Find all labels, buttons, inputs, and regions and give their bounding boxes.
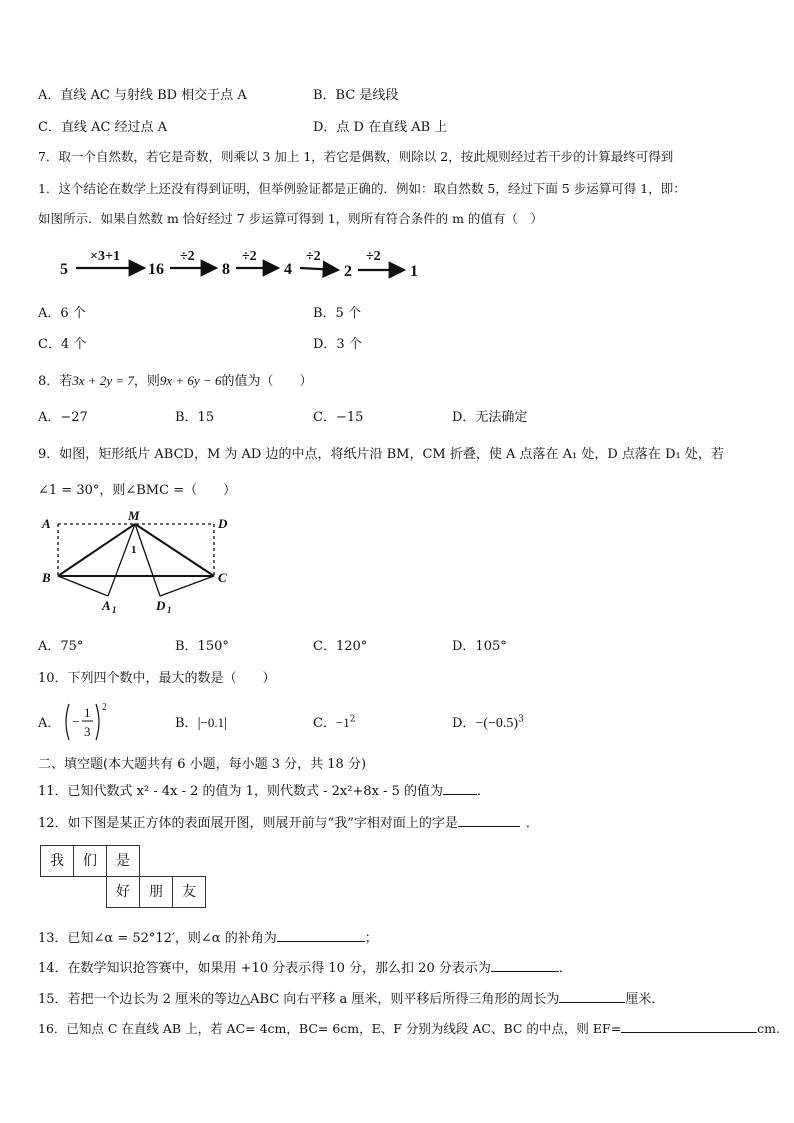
q12-answer-blank[interactable] xyxy=(458,814,520,827)
q8-equation: 3x + 2y = 7 xyxy=(72,373,134,388)
q11-answer-blank[interactable] xyxy=(443,782,477,795)
q10-option-d: D．$-(-0.5)^3$ xyxy=(452,714,524,731)
q16: 16．已知点 C 在直线 AB 上，若 AC= 4cm，BC= 6cm，E、F 分别为线段 AC、BC 的中点，则 EF= cm. xyxy=(38,1021,780,1036)
q10-option-a-math xyxy=(62,700,118,744)
chain-number: 4 xyxy=(284,261,292,278)
q8-expression: 9x + 6y − 6 xyxy=(159,373,222,388)
net-cell: 我 xyxy=(40,845,74,877)
svg-text:1: 1 xyxy=(84,705,91,720)
q7-line-2: 1．这个结论在数学上还没有得到证明，但举例验证都是正确的．例如：取自然数 5，经过下面 5 步运算可得 1，即： xyxy=(38,181,686,196)
q8-option-d: D．无法确定 xyxy=(452,410,528,425)
q16-answer-blank[interactable] xyxy=(621,1020,757,1033)
q9-option-b: B．150° xyxy=(175,639,229,654)
q7-line-1: 7．取一个自然数，若它是奇数，则乘以 3 加上 1，若它是偶数，则除以 2，按此规则经过若干步的计算最终可得到 xyxy=(38,149,674,164)
q7-option-d: D．3 个 xyxy=(313,337,362,352)
section-2-heading: 二、填空题(本大题共有 6 小题，每小题 3 分，共 18 分) xyxy=(38,757,367,772)
chain-number: 5 xyxy=(60,261,68,278)
chain-arrow xyxy=(300,268,338,270)
q8-stem: 8．若3x + 2y = 7，则9x + 6y − 6的值为（ ） xyxy=(38,373,313,389)
chain-number: 16 xyxy=(148,261,164,278)
chain-op: ÷2 xyxy=(242,249,257,264)
q9-option-d: D．105° xyxy=(452,639,507,654)
q7-option-b: B．5 个 xyxy=(313,306,361,321)
q11: 11．已知代数式 x² - 4x - 2 的值为 1，则代数式 - 2x²+8x - 5 的值为 ． xyxy=(38,784,490,799)
q9-option-a: A．75° xyxy=(38,639,84,654)
q6-option-a: A．直线 AC 与射线 BD 相交于点 A xyxy=(38,88,247,103)
label-m: M xyxy=(128,510,140,523)
svg-text:2: 2 xyxy=(102,702,107,713)
net-cell: 们 xyxy=(73,845,107,877)
q10-option-c: C．$-1^2$ xyxy=(313,714,356,731)
label-c: C xyxy=(218,570,227,585)
label-d: D xyxy=(218,516,228,531)
q8-option-c: C．−15 xyxy=(313,410,364,425)
q13-answer-blank[interactable] xyxy=(277,929,365,942)
svg-text:3: 3 xyxy=(84,724,91,739)
chain-op: ×3+1 xyxy=(90,249,120,264)
chain-number: 8 xyxy=(222,261,230,278)
q15-answer-blank[interactable] xyxy=(559,990,625,1003)
q8-option-b: B．15 xyxy=(175,410,215,425)
label-b: B xyxy=(42,570,51,585)
net-cell: 是 xyxy=(106,845,140,877)
q6-option-d: D．点 D 在直线 AB 上 xyxy=(313,120,448,135)
chain-op: ÷2 xyxy=(180,249,195,264)
label-d1-sub: 1 xyxy=(167,605,172,615)
chain-op: ÷2 xyxy=(306,249,321,264)
q9-option-c: C．120° xyxy=(313,639,368,654)
q7-line-3: 如图所示．如果自然数 m 恰好经过 7 步运算可得到 1，则所有符合条件的 m 的值有（ ） xyxy=(38,211,543,226)
chain-number: 2 xyxy=(344,263,352,280)
q6-option-b: B．BC 是线段 xyxy=(313,88,399,103)
label-d1: D xyxy=(156,598,166,613)
chain-op: ÷2 xyxy=(366,249,381,264)
q9-line-2: ∠1 = 30°，则∠BMC =（ ） xyxy=(38,483,237,498)
q15: 15．若把一个边长为 2 厘米的等边△ABC 向右平移 a 厘米，则平移后所得三角形的周长为 厘米． xyxy=(38,992,665,1007)
q14-answer-blank[interactable] xyxy=(491,959,559,972)
q13: 13．已知∠α = 52°12′，则∠α 的补角为 ； xyxy=(38,931,378,946)
svg-text:−: − xyxy=(72,715,80,730)
label-a1-sub: 1 xyxy=(112,605,117,615)
net-cell: 朋 xyxy=(139,876,173,908)
label-a1: A xyxy=(102,598,111,613)
q10-option-b: B．|−0.1| xyxy=(175,715,228,731)
q8-option-a: A．−27 xyxy=(38,410,88,425)
q9-rectangle-fold-figure xyxy=(38,510,238,620)
chain-number: 1 xyxy=(410,263,418,280)
q6-option-c: C．直线 AC 经过点 A xyxy=(38,120,168,135)
net-cell: 好 xyxy=(106,876,140,908)
label-angle-1: 1 xyxy=(131,544,137,556)
q9-line-1: 9．如图，矩形纸片 ABCD，M 为 AD 边的中点，将纸片沿 BM，CM 折叠，使 A 点落在 A₁ 处，D 点落在 D₁ 处，若 xyxy=(38,447,724,462)
q12: 12．如下图是某正方体的表面展开图，则展开前与“我”字相对面上的字是 ． xyxy=(38,816,539,831)
q7-option-c: C．4 个 xyxy=(38,337,87,352)
q7-operation-chain xyxy=(56,244,426,284)
q14: 14．在数学知识抢答赛中，如果用 +10 分表示得 10 分，那么扣 20 分表示为 ． xyxy=(38,961,572,976)
label-a: A xyxy=(42,516,51,531)
net-cell: 友 xyxy=(172,876,206,908)
q7-option-a: A．6 个 xyxy=(38,306,86,321)
q10-stem: 10．下列四个数中，最大的数是（ ） xyxy=(38,671,276,686)
